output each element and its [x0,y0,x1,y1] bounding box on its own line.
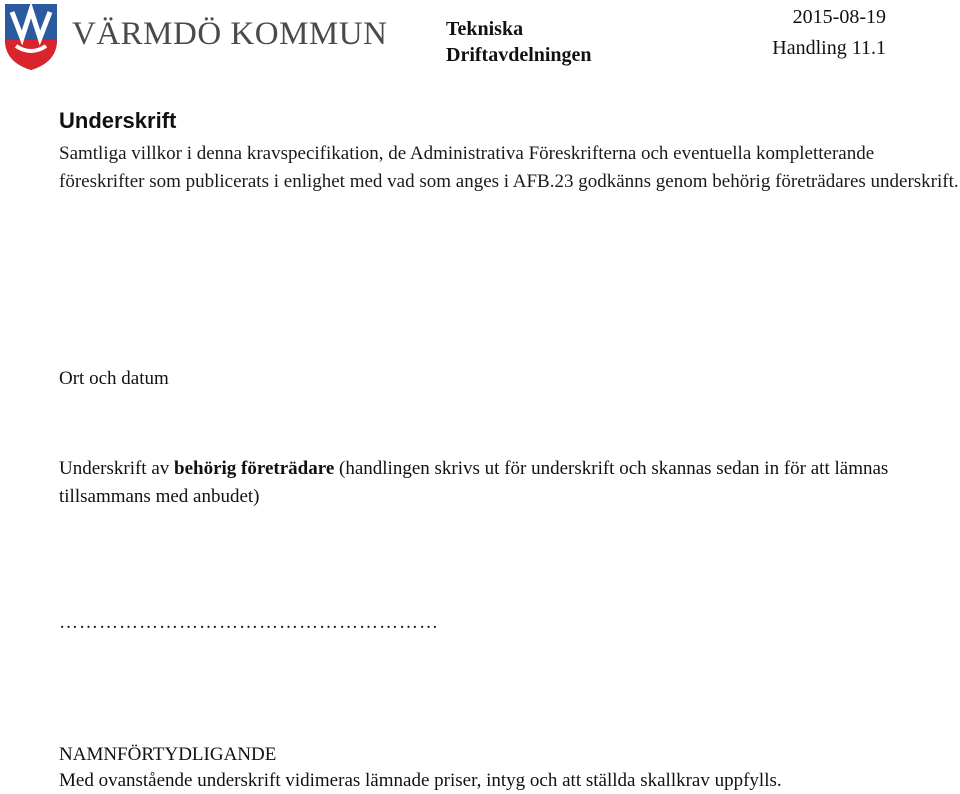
document-date: 2015-08-19 [792,6,886,28]
municipality-logo [2,2,388,74]
department [446,16,592,68]
signature-line: ………………………………………………… [59,612,439,633]
terms-paragraph: Samtliga villkor i denna kravspecifikation, de Administrativa Föreskrifterna och eventuella kompletterande föreskrifter som publicerats i enlighet med vad som anges i AFB.23 godkänns genom behörig företrädares underskrift. [59,143,959,192]
department-line-1: Tekniska [446,18,524,40]
signature-suffix: (handlingen skrivs ut för underskrift och skannas sedan in för att lämnas tillsammans med anbudet) [59,458,889,507]
place-date-label: Ort och datum [59,368,169,389]
department-line-2: Driftavdelningen [446,44,592,66]
authorized-representative: behörig företrädare [174,458,335,479]
handling-number: Handling 11.1 [772,37,886,59]
coat-of-arms-icon [2,2,60,72]
signature-instruction [59,455,960,511]
section-heading: Underskrift [59,108,177,133]
certification-text: Med ovanstående underskrift vidimeras lämnade priser, intyg och att ställda skallkrav uppfylls. [59,770,782,791]
name-clarification-label: NAMNFÖRTYDLIGANDE [59,744,277,765]
signature-prefix: Underskrift av [59,458,175,479]
logo-wordmark: VÄRMDÖ KOMMUN [72,16,388,52]
